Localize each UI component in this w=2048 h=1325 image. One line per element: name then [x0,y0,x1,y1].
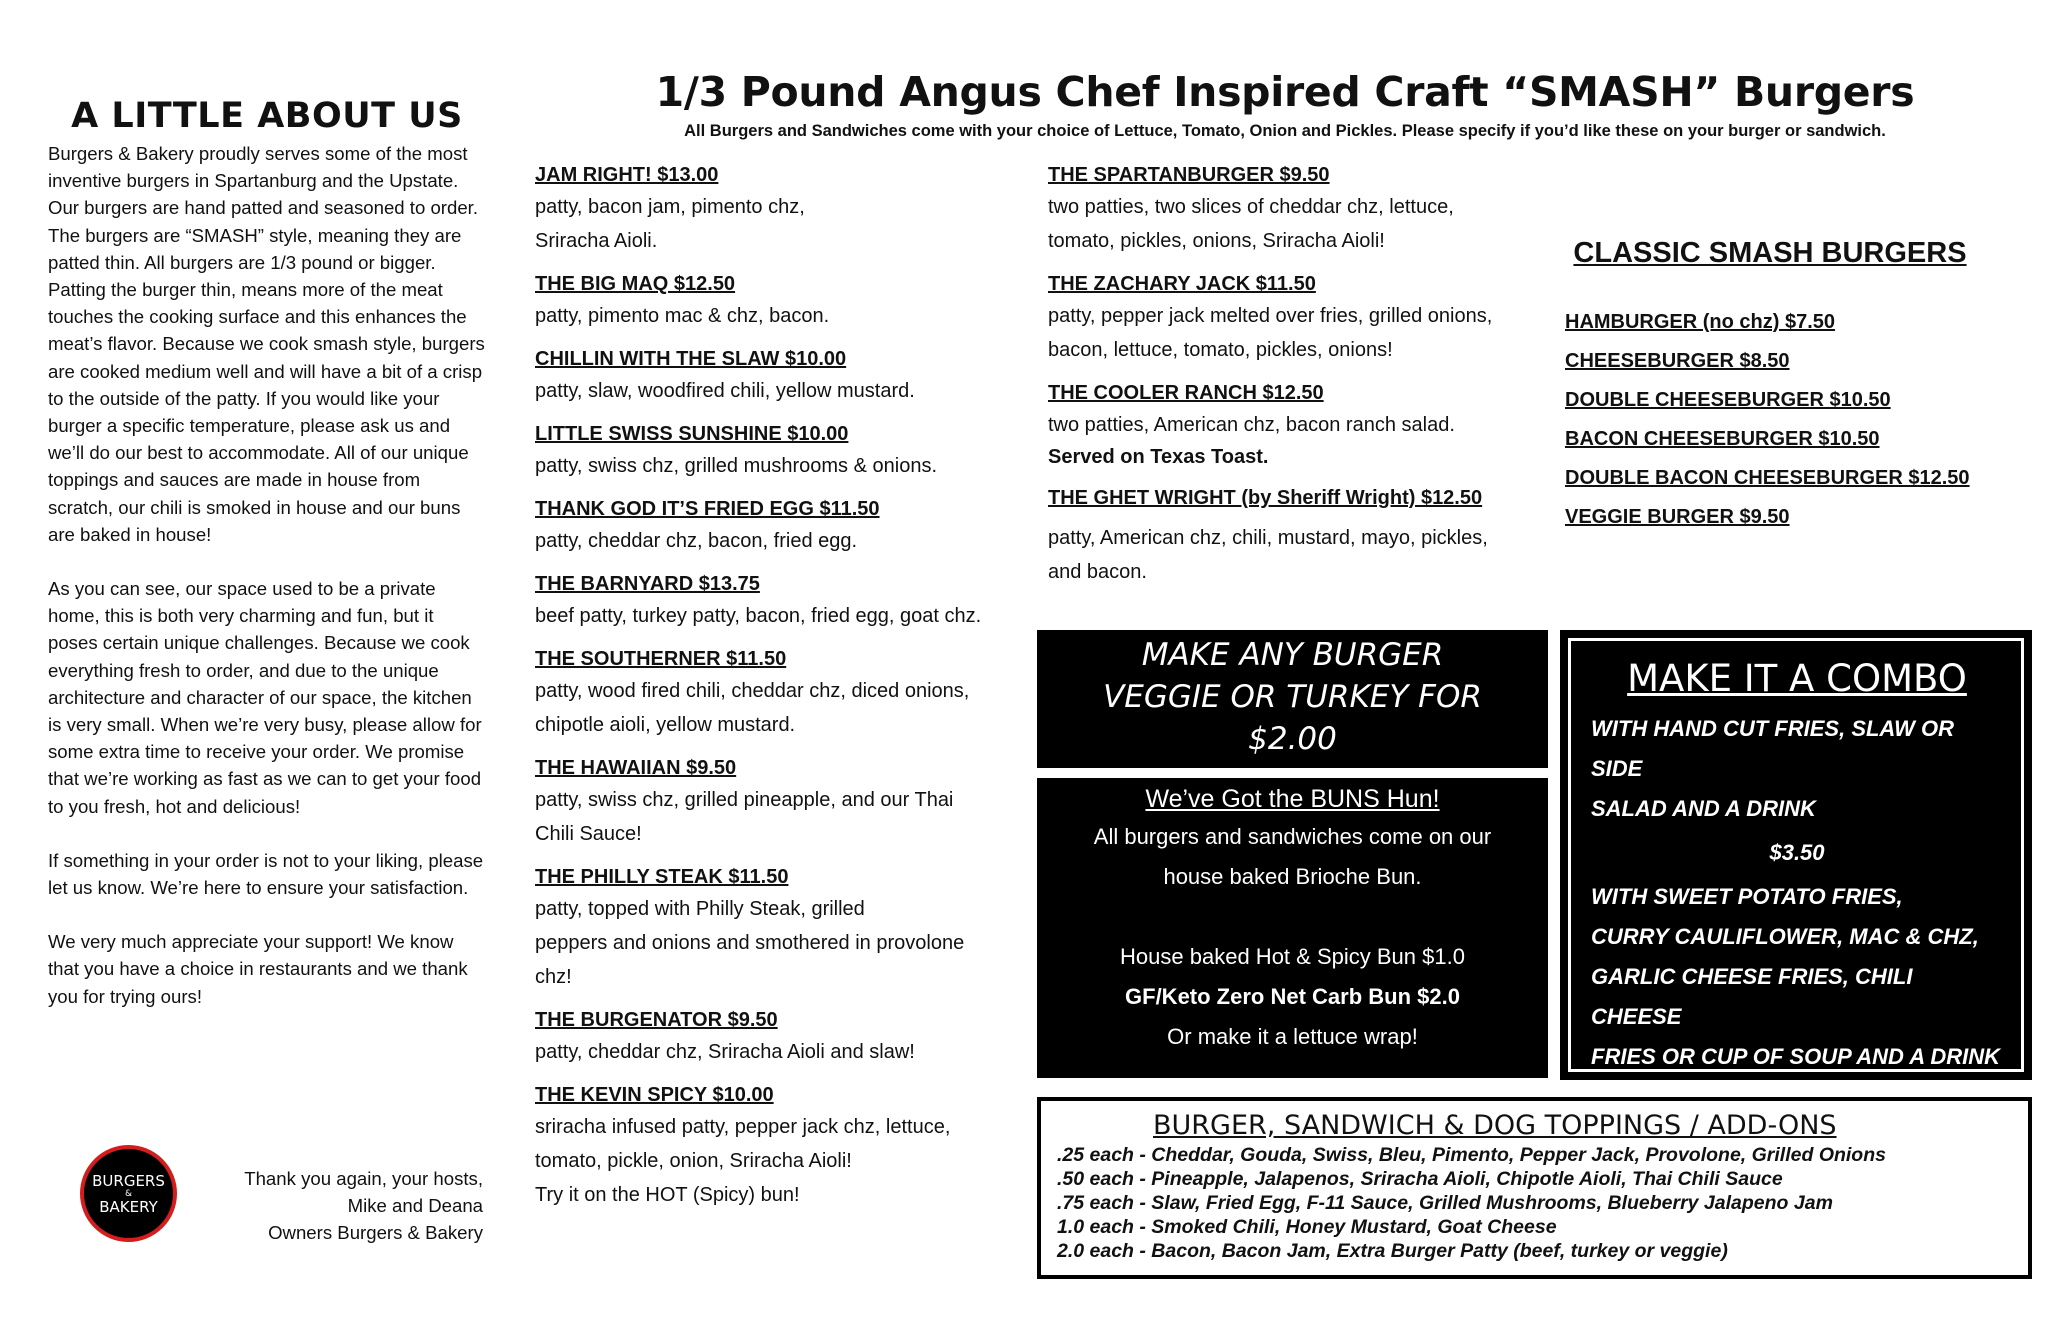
item-note: Served on Texas Toast. [1048,446,1269,468]
menu-item [535,862,1035,994]
combo-price: $4.50 [1769,1088,1825,1113]
menu-item [535,344,1035,408]
menu-item [535,569,1035,633]
item-desc: and bacon. [1048,561,1147,583]
topping-line: .50 each - Pineapple, Jalapenos, Sriracha Aioli, Chipotle Aioli, Thai Chili Sauce [1057,1168,1783,1190]
item-desc: patty, slaw, woodfired chili, yellow mustard. [535,380,915,402]
veggie-line: $2.00 [1248,721,1337,757]
combo-title: MAKE IT A COMBO [1627,657,1967,700]
logo-line-1: BURGERS [92,1171,165,1190]
veggie-line: MAKE ANY BURGER [1141,637,1444,673]
item-desc: patty, wood fired chili, cheddar chz, diced onions, [535,680,970,702]
logo-ampersand: & [124,1188,133,1199]
logo-line-2: BAKERY [99,1197,158,1216]
menu-item [1048,378,1548,472]
item-name: THANK GOD IT’S FRIED EGG $11.50 [535,498,880,520]
item-desc: bacon, lettuce, tomato, pickles, onions! [1048,339,1393,361]
buns-box [1037,778,1548,1078]
item-name: THE BURGENATOR $9.50 [535,1009,778,1031]
classic-title: CLASSIC SMASH BURGERS [1573,237,1967,269]
item-name: CHILLIN WITH THE SLAW $10.00 [535,348,847,370]
combo-price: $3.50 [1769,840,1825,865]
veggie-turkey-box [1037,630,1548,768]
toppings-title: BURGER, SANDWICH & DOG TOPPINGS / ADD-ONS [1153,1110,1837,1141]
menu-item [535,644,1035,742]
item-desc: Try it on the HOT (Spicy) bun! [535,1184,800,1206]
classic-item: HAMBURGER (no chz) $7.50 [1565,311,1836,333]
item-desc: chz! [535,966,572,988]
item-desc: patty, cheddar chz, Sriracha Aioli and slaw! [535,1041,915,1063]
item-desc: beef patty, turkey patty, bacon, fried egg, goat chz. [535,605,982,627]
about-paragraph: If something in your order is not to your liking, please let us know. We’re here to ensure your satisfaction. [48,849,484,899]
item-desc: patty, topped with Philly Steak, grilled [535,898,865,920]
signoff [200,1165,483,1246]
about-section [48,92,486,1010]
classic-section [1565,233,2015,537]
menu-item [1048,269,1548,367]
item-name: THE GHET WRIGHT (by Sheriff Wright) $12.50 [1048,487,1483,509]
item-desc: tomato, pickles, onions, Sriracha Aioli! [1048,230,1385,252]
combo-line: FRIES OR CUP OF SOUP AND A DRINK [1591,1044,2001,1069]
item-name: THE COOLER RANCH $12.50 [1048,382,1324,404]
menu-item [535,1005,1035,1069]
signoff-line: Mike and Deana [347,1195,483,1216]
buns-title: We’ve Got the BUNS Hun! [1145,785,1440,813]
menu-title: 1/3 Pound Angus Chef Inspired Craft “SMASH” Burgers [655,68,1915,116]
item-desc: chipotle aioli, yellow mustard. [535,714,796,736]
about-paragraph: As you can see, our space used to be a private home, this is both very charming and fun, but it poses certain unique challenges. Because we cook everything fresh to order, and due to the unique architecture and character of our space, the kitchen is very small. When we’re very busy, please allow for some extra time to receive your order. We promise that we’re working as fast as we can to get your food to you fresh, hot and delicious! [48,578,482,817]
about-paragraph: We very much appreciate your support! We know that you have a choice in restaurants and we thank you for trying ours! [48,931,468,1007]
item-name: THE SOUTHERNER $11.50 [535,648,787,670]
combo-box [1560,630,2032,1113]
signoff-line: Thank you again, your hosts, [244,1168,483,1189]
topping-line: .75 each - Slaw, Fried Egg, F-11 Sauce, Grilled Mushrooms, Blueberry Jalapeno Jam [1057,1192,1833,1214]
item-desc: Sriracha Aioli. [535,230,658,252]
item-desc: patty, swiss chz, grilled pineapple, and our Thai [535,789,954,811]
menu-item [1048,483,1548,589]
combo-line: SALAD AND A DRINK [1591,796,1816,821]
menu-item [535,269,1035,333]
item-desc: two patties, two slices of cheddar chz, lettuce, [1048,196,1454,218]
menu-item [535,494,1035,558]
item-name: THE ZACHARY JACK $11.50 [1048,273,1316,295]
item-desc: patty, swiss chz, grilled mushrooms & onions. [535,455,938,477]
combo-line: WITH SWEET POTATO FRIES, [1591,884,1903,909]
combo-line: GARLIC CHEESE FRIES, CHILI CHEESE [1591,964,1913,1029]
classic-item: DOUBLE BACON CHEESEBURGER $12.50 [1565,467,1970,489]
item-name: LITTLE SWISS SUNSHINE $10.00 [535,423,849,445]
item-name: THE BIG MAQ $12.50 [535,273,736,295]
item-desc: patty, bacon jam, pimento chz, [535,196,805,218]
item-desc: sriracha infused patty, pepper jack chz, lettuce, [535,1116,951,1138]
menu-item [535,160,1035,258]
item-desc: peppers and onions and smothered in provolone [535,932,965,954]
buns-line: House baked Hot & Spicy Bun $1.0 [1120,944,1465,969]
menu-item [535,753,1035,851]
item-name: THE SPARTANBURGER $9.50 [1048,164,1330,186]
item-desc: patty, cheddar chz, bacon, fried egg. [535,530,858,552]
burgers-bakery-logo [80,1145,177,1242]
combo-line: WITH HAND CUT FRIES, SLAW OR SIDE [1591,716,1954,781]
combo-inner-frame [1568,638,2024,1113]
veggie-line: VEGGIE OR TURKEY FOR [1103,679,1482,715]
item-desc: tomato, pickle, onion, Sriracha Aioli! [535,1150,852,1172]
item-desc: patty, pepper jack melted over fries, grilled onions, [1048,305,1493,327]
buns-line: All burgers and sandwiches come on our [1093,824,1492,849]
signoff-line: Owners Burgers & Bakery [268,1222,483,1243]
item-name: THE BARNYARD $13.75 [535,573,760,595]
menu-item [535,419,1035,483]
item-name: JAM RIGHT! $13.00 [535,164,719,186]
buns-line: Or make it a lettuce wrap! [1167,1024,1418,1049]
item-desc: patty, pimento mac & chz, bacon. [535,305,830,327]
about-title: A LITTLE ABOUT US [71,96,463,136]
menu-item [535,1080,1035,1212]
menu-subtitle: All Burgers and Sandwiches come with your choice of Lettuce, Tomato, Onion and Pickles. Please specify if you’d like these on your burger or sandwich. [684,122,1886,140]
about-paragraph: Burgers & Bakery proudly serves some of the most inventive burgers in Spartanburg and the Upstate. Our burgers are hand patted and seasoned to order. The burgers are “SMASH” style, meaning they are patted thin. All burgers are 1/3 pound or bigger. Patting the burger thin, means more of the meat touches the cooking surface and this enhances the meat’s flavor. Because we cook smash style, burgers are cooked medium well and will have a bit of a crisp to the outside of the patty. If you would like your burger a specific temperature, please ask us and we’ll do our best to accommodate. All of our unique toppings and sauces are made in house from scratch, our chili is smoked in house and our buns are baked in house! [48,143,485,545]
topping-line: 1.0 each - Smoked Chili, Honey Mustard, Goat Cheese [1057,1216,1557,1238]
buns-line: house baked Brioche Bun. [1163,864,1422,889]
classic-item: VEGGIE BURGER $9.50 [1565,506,1790,528]
burger-list-left [535,160,1035,1223]
item-desc: two patties, American chz, bacon ranch salad. [1048,414,1455,436]
toppings-box [1037,1097,2032,1279]
topping-line: 2.0 each - Bacon, Bacon Jam, Extra Burger Patty (beef, turkey or veggie) [1057,1240,1728,1262]
item-name: THE KEVIN SPICY $10.00 [535,1084,774,1106]
combo-line: CURRY CAULIFLOWER, MAC & CHZ, [1591,924,1979,949]
topping-line: .25 each - Cheddar, Gouda, Swiss, Bleu, Pimento, Pepper Jack, Provolone, Grilled Onions [1057,1144,1886,1166]
item-desc: patty, American chz, chili, mustard, mayo, pickles, [1048,527,1488,549]
menu-item [1048,160,1548,258]
item-desc: Chili Sauce! [535,823,642,845]
classic-item: BACON CHEESEBURGER $10.50 [1565,428,1880,450]
burger-list-right [1048,160,1548,600]
buns-line: GF/Keto Zero Net Carb Bun $2.0 [1125,984,1460,1009]
item-name: THE HAWAIIAN $9.50 [535,757,737,779]
buns-spacer [1037,897,1548,937]
item-name: THE PHILLY STEAK $11.50 [535,866,789,888]
classic-item: DOUBLE CHEESEBURGER $10.50 [1565,389,1891,411]
classic-item: CHEESEBURGER $8.50 [1565,350,1790,372]
